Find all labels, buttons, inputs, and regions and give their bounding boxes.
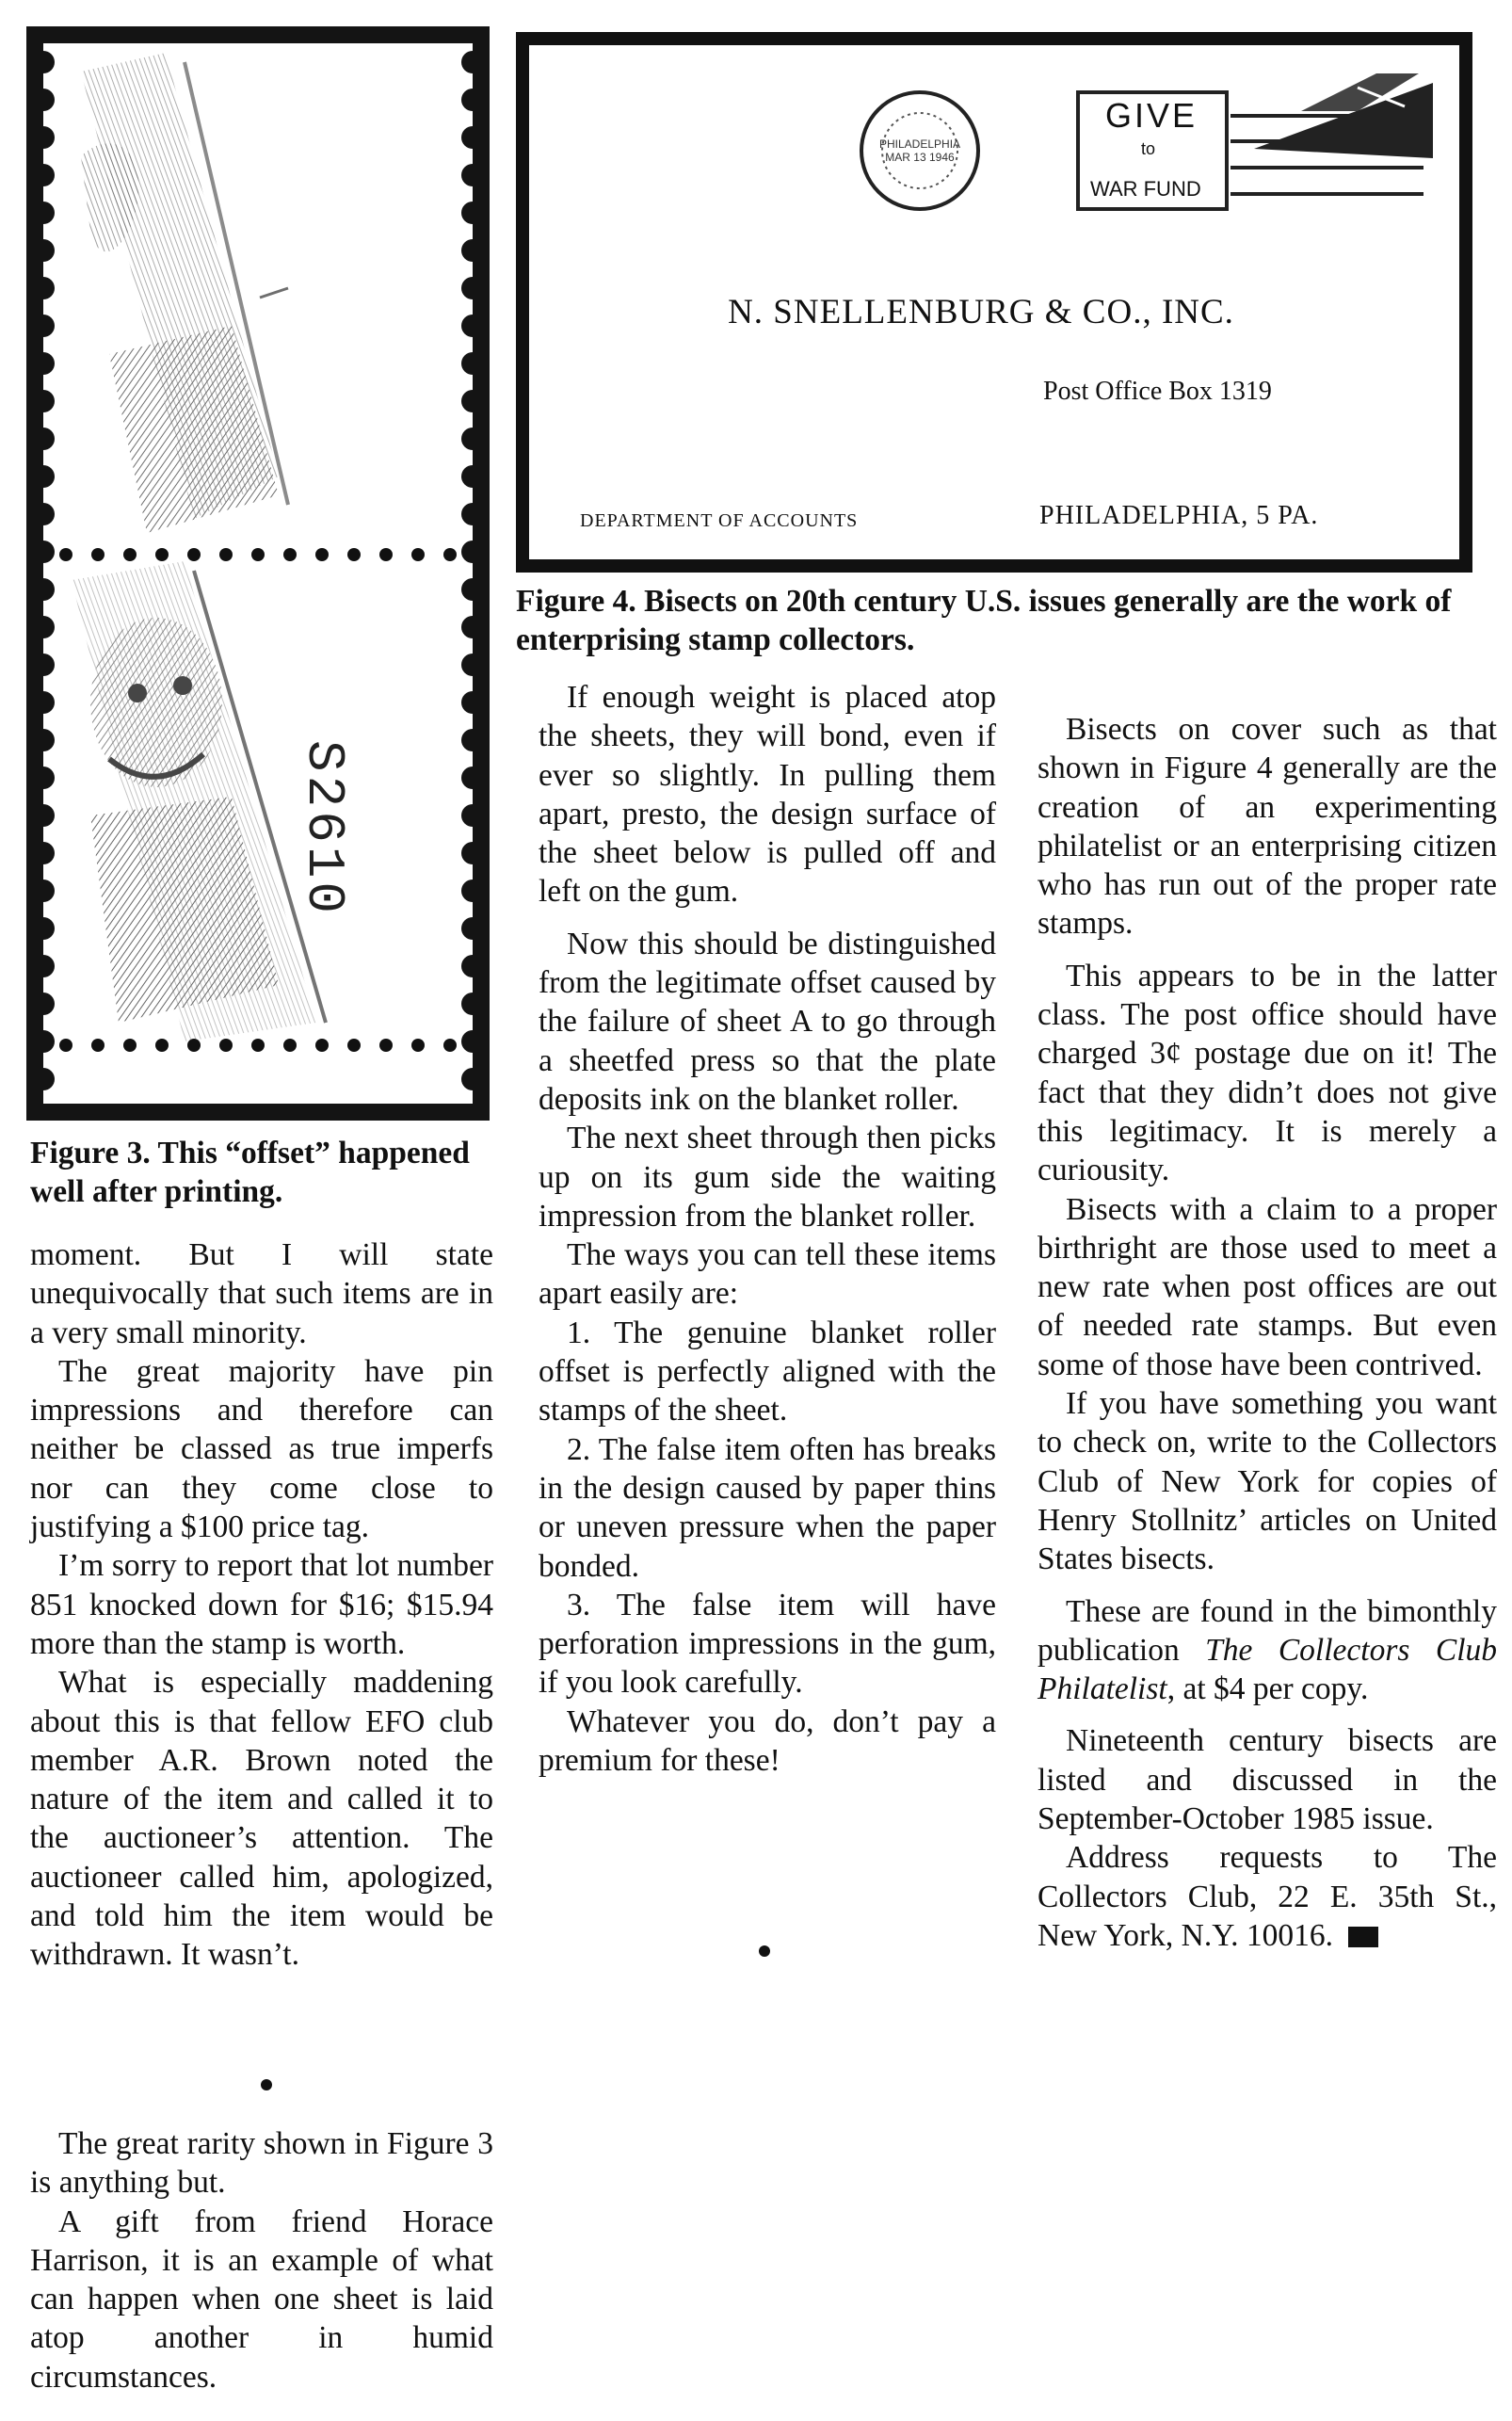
postmark-text: PHILADELPHIA MAR 13 1946 <box>879 137 961 164</box>
figure4-caption: Figure 4. Bisects on 20th century U.S. issues generally are the work of enterprising stamp collectors. <box>516 584 1452 657</box>
col3-p5-publication: The Collectors Club Philatelist <box>1037 1632 1498 1707</box>
end-bullet <box>759 1945 770 1957</box>
col1-paragraph-3: I’m sorry to report that lot number 851 knocked down for $16; $15.94 more than the stamp is worth. <box>30 1548 493 1661</box>
cover-box: Post Office Box 1319 <box>1043 377 1272 406</box>
figure3-stamp-image <box>26 26 490 1121</box>
col3-paragraph-3: Bisects with a claim to a proper birthright are those used to meet a new rate when post offices are out of needed rate stamps. But even some of those have been contrived. <box>1037 1191 1497 1382</box>
slogan-line-3: WAR FUND <box>1090 177 1201 201</box>
col2-paragraph-7: 3. The false item will have perforation impressions in the gum, if you look carefully. <box>539 1587 996 1701</box>
column-2 <box>539 678 996 1780</box>
col2-paragraph-2: Now this should be distinguished from the legitimate offset caused by the failure of sheet A to go through a sheetfed press so that the plate deposits ink on the blanket roller. <box>539 926 996 1117</box>
cover-city: PHILADELPHIA, 5 PA. <box>1039 501 1319 530</box>
col2-paragraph-3: The next sheet through then picks up on its gum side the waiting impression from the blanket roller. <box>539 1121 996 1234</box>
col2-paragraph-8: Whatever you do, don’t pay a premium for these! <box>539 1703 996 1779</box>
section-bullet <box>261 2079 272 2090</box>
column-1 <box>30 1235 493 1975</box>
col3-p5-text-a: These are found in the bimonthly publication <box>1037 1593 1497 1668</box>
figure4-cover-image <box>516 32 1472 573</box>
col3-p5-text-b: , at $4 per copy. <box>1166 1671 1369 1707</box>
cover-envelope <box>529 45 1459 559</box>
slogan-line-1: GIVE <box>1105 96 1198 135</box>
col1-paragraph-1: moment. But I will state unequivocally that such items are in a very small minority. <box>30 1237 493 1350</box>
plate-number: S2610 <box>294 740 354 918</box>
slogan-line-2: to <box>1141 139 1156 158</box>
col1-paragraph-4: What is especially maddening about this is that fellow EFO club member A.R. Brown noted the nature of the item and called it to the auctioneer’s attention. The auctioneer called him, apologized, and told him the item would be withdrawn. It wasn’t. <box>30 1665 493 1973</box>
stamp-pair <box>43 43 473 1104</box>
col3-paragraph-2: This appears to be in the latter class. The post office should have charged 3¢ postage due on it! The fact that they didn’t does not give this legitimacy. It is merely a curiousity. <box>1037 958 1497 1188</box>
column-1-continued <box>30 2124 493 2397</box>
col1-paragraph-2: The great majority have pin impressions and therefore can neither be classed as true imperfs nor can they come close to justifying a $100 price tag. <box>30 1353 493 1545</box>
col3-paragraph-5 <box>1037 1592 1497 1709</box>
col2-paragraph-5: 1. The genuine blanket roller offset is perfectly aligned with the stamps of the sheet. <box>539 1315 996 1428</box>
col3-paragraph-6: Nineteenth century bisects are listed and discussed in the September-October 1985 issue. <box>1037 1723 1497 1837</box>
col2-paragraph-4: The ways you can tell these items apart easily are: <box>539 1237 996 1312</box>
col1-paragraph-6: A gift from friend Horace Harrison, it is an example of what can happen when one sheet is laid atop another in humid circumstances. <box>30 2203 493 2395</box>
col3-paragraph-7 <box>1037 1838 1497 1955</box>
figure3-caption: Figure 3. This “offset” happened well after printing. <box>30 1136 470 1209</box>
col2-paragraph-6: 2. The false item often has breaks in the design caused by paper thins or uneven pressure when the paper bonded. <box>539 1431 996 1584</box>
cover-company: N. SNELLENBURG & CO., INC. <box>728 293 1234 331</box>
col3-paragraph-1: Bisects on cover such as that shown in Figure 4 generally are the creation of an experimenting philatelist or an enterprising citizen who has run out of the proper rate stamps. <box>1037 712 1497 942</box>
end-of-article-mark <box>1348 1927 1378 1947</box>
col3-paragraph-4: If you have something you want to check on, write to the Collectors Club of New York for copies of Henry Stollnitz’ articles on United States bisects. <box>1037 1386 1497 1577</box>
col1-paragraph-5: The great rarity shown in Figure 3 is anything but. <box>30 2126 493 2201</box>
col3-p7-text: Address requests to The Collectors Club, 22 E. 35th St., New York, N.Y. 10016. <box>1037 1840 1497 1953</box>
cover-department: DEPARTMENT OF ACCOUNTS <box>580 510 859 531</box>
column-3 <box>1037 710 1497 1955</box>
col2-paragraph-1: If enough weight is placed atop the sheets, they will bond, even if ever so slightly. In pulling them apart, presto, the design surface of the sheet below is pulled off and left on the gum. <box>539 680 996 910</box>
stamp-illustration <box>43 43 473 1104</box>
